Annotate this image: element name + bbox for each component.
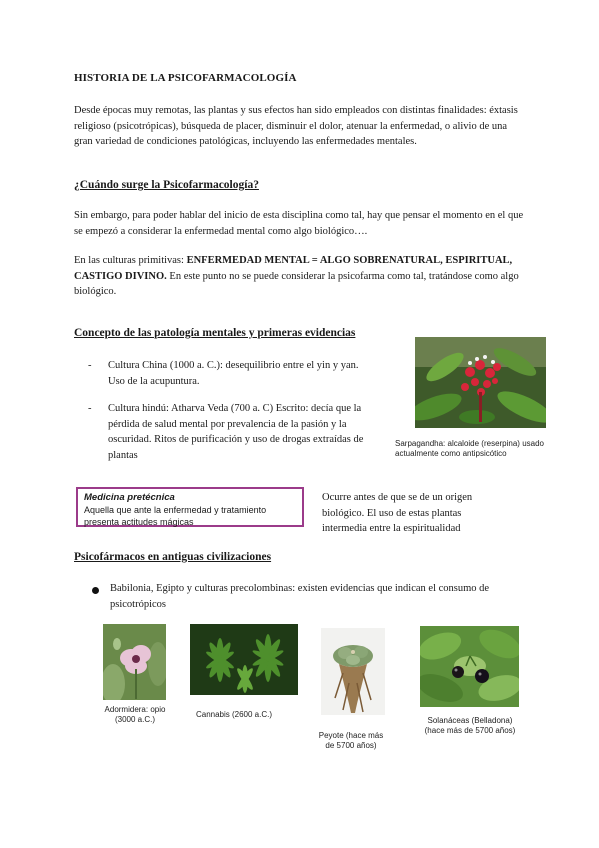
intro-paragraph: Desde épocas muy remotas, las plantas y sus efectos han sido empleados con distintas finalidades: éxtasis religioso (psicotrópicas), búsqueda de placer, disminuir el dolor, atenuar la enfermedad, o alivio de una gran variedad de condiciones patológicas, incluyendo las enfermedades mentales. — [74, 105, 518, 147]
poppy-image — [103, 624, 166, 700]
belladonna-caption: Solanáceas (Belladona) (hace más de 5700 años) — [424, 716, 516, 735]
pretecnica-side-text: Ocurre antes de que se de un origen biológico. El uso de estas plantas intermedia entre la espiritualidad — [322, 492, 473, 534]
civilizations-bullet: Babilonia, Egipto y culturas precolombinas: existen evidencias que indican el consumo de psicotrópicos — [110, 583, 490, 610]
sarpagandha-caption: Sarpagandha: alcaloide (reserpina) usado actualmente como antipsicótico — [395, 439, 544, 458]
box-title: Medicina pretécnica — [84, 492, 175, 503]
section-heading-civilizations: Psicofármacos en antiguas civilizaciones — [74, 551, 272, 563]
belladonna-image — [420, 626, 519, 707]
box-text: Aquella que ante la enfermedad y tratamiento presenta actitudes mágicas — [84, 505, 267, 527]
peyote-caption: Peyote (hace más de 5700 años) — [318, 731, 384, 750]
page-title: HISTORIA DE LA PSICOFARMACOLOGÍA — [74, 72, 297, 84]
sarpagandha-image — [415, 337, 546, 428]
origin-paragraph-2 — [74, 253, 526, 300]
p2-suffix: En este punto no se puede considerar la psicofarma como tal, tratándose como algo biológico. — [74, 270, 519, 297]
list-item: - Cultura hindú: Atharva Veda (700 a. C) Escrito: decía que la pérdida de salud mental por prevalencia de la pasión y la oscuridad. Ritos de purificación y uso de drogas extraídas de plantas — [88, 403, 364, 461]
cannabis-image — [190, 624, 298, 695]
poppy-caption: Adormidera: opio (3000 a.C.) — [104, 705, 166, 724]
section-heading-origin: ¿Cuándo surge la Psicofarmacología? — [74, 179, 259, 191]
p2-bold: ENFERMEDAD MENTAL = ALGO SOBRENATURAL, ESPIRITUAL, CASTIGO DIVINO. — [74, 255, 513, 282]
medicina-pretecnica-box — [76, 487, 304, 527]
peyote-image — [321, 628, 385, 715]
list-item-text: Cultura hindú: Atharva Veda (700 a. C) Escrito: decía que la pérdida de salud mental por prevalencia de la pasión y la oscuridad. Ritos de purificación y uso de drogas extraídas de plantas — [108, 403, 364, 461]
cannabis-caption: Cannabis (2600 a.C.) — [195, 710, 273, 719]
origin-paragraph-1: Sin embargo, para poder hablar del inicio de esta disciplina como tal, hay que pensar el momento en el que se empezó a considerar la enfermedad mental como algo biológico…. — [74, 210, 524, 237]
bullet-icon — [92, 587, 99, 594]
list-item-text: Cultura China (1000 a. C.): desequilibrio entre el yin y yan. Uso de la acupuntura. — [108, 360, 359, 387]
concepts-list — [88, 358, 378, 463]
list-item: - Cultura China (1000 a. C.): desequilibrio entre el yin y yan. Uso de la acupuntura. — [88, 360, 359, 387]
section-heading-concepts: Concepto de las patología mentales y primeras evidencias — [74, 327, 356, 339]
p2-prefix: En las culturas primitivas: — [74, 255, 187, 266]
